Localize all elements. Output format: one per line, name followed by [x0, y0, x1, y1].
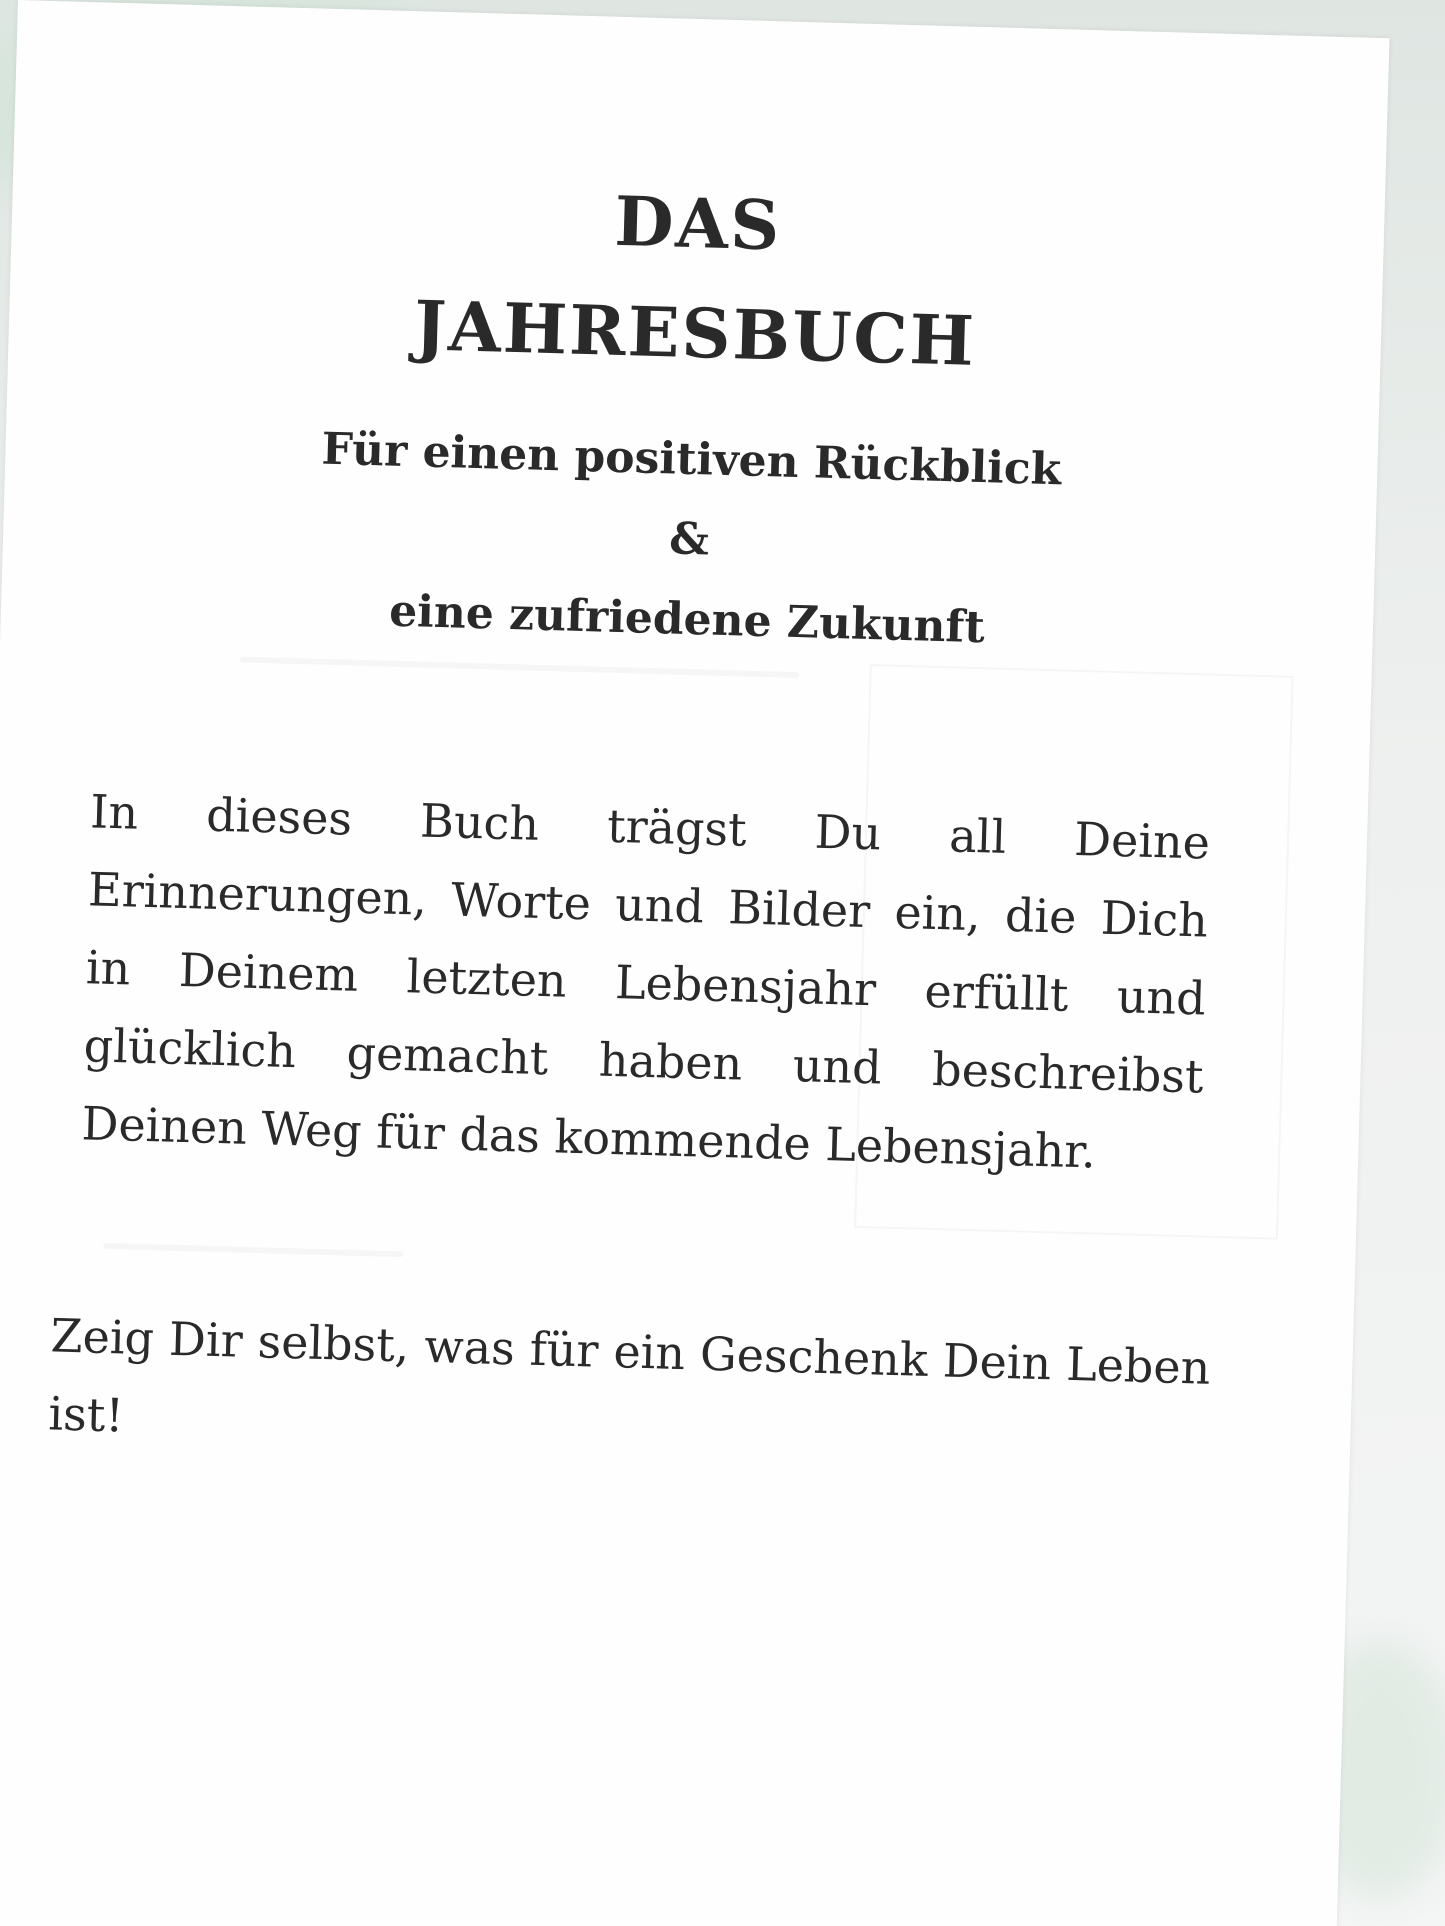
page-title-line-2: JAHRESBUCH [413, 286, 977, 382]
bleed-through-line [240, 656, 800, 678]
subtitle-line-3: eine zufriedene Zukunft [388, 585, 986, 654]
subtitle-ampersand: & [668, 513, 710, 566]
subtitle-line-1: Für einen positiven Rückblick [320, 423, 1062, 496]
bleed-through-line [103, 1243, 403, 1257]
page-title-line-1: DAS [613, 181, 783, 267]
closing-paragraph: Zeig Dir selbst, was für ein Geschenk Dein Leben ist! [47, 1308, 1212, 1443]
intro-paragraph: In dieses Buch trägst Du all Deine Erinnerungen, Worte und Bilder ein, die Dich in Deinem letzten Lebensjahr erfüllt und glücklich gemacht haben und beschreibst Deinen Weg für das kommende Lebensjahr. [80, 784, 1211, 1179]
